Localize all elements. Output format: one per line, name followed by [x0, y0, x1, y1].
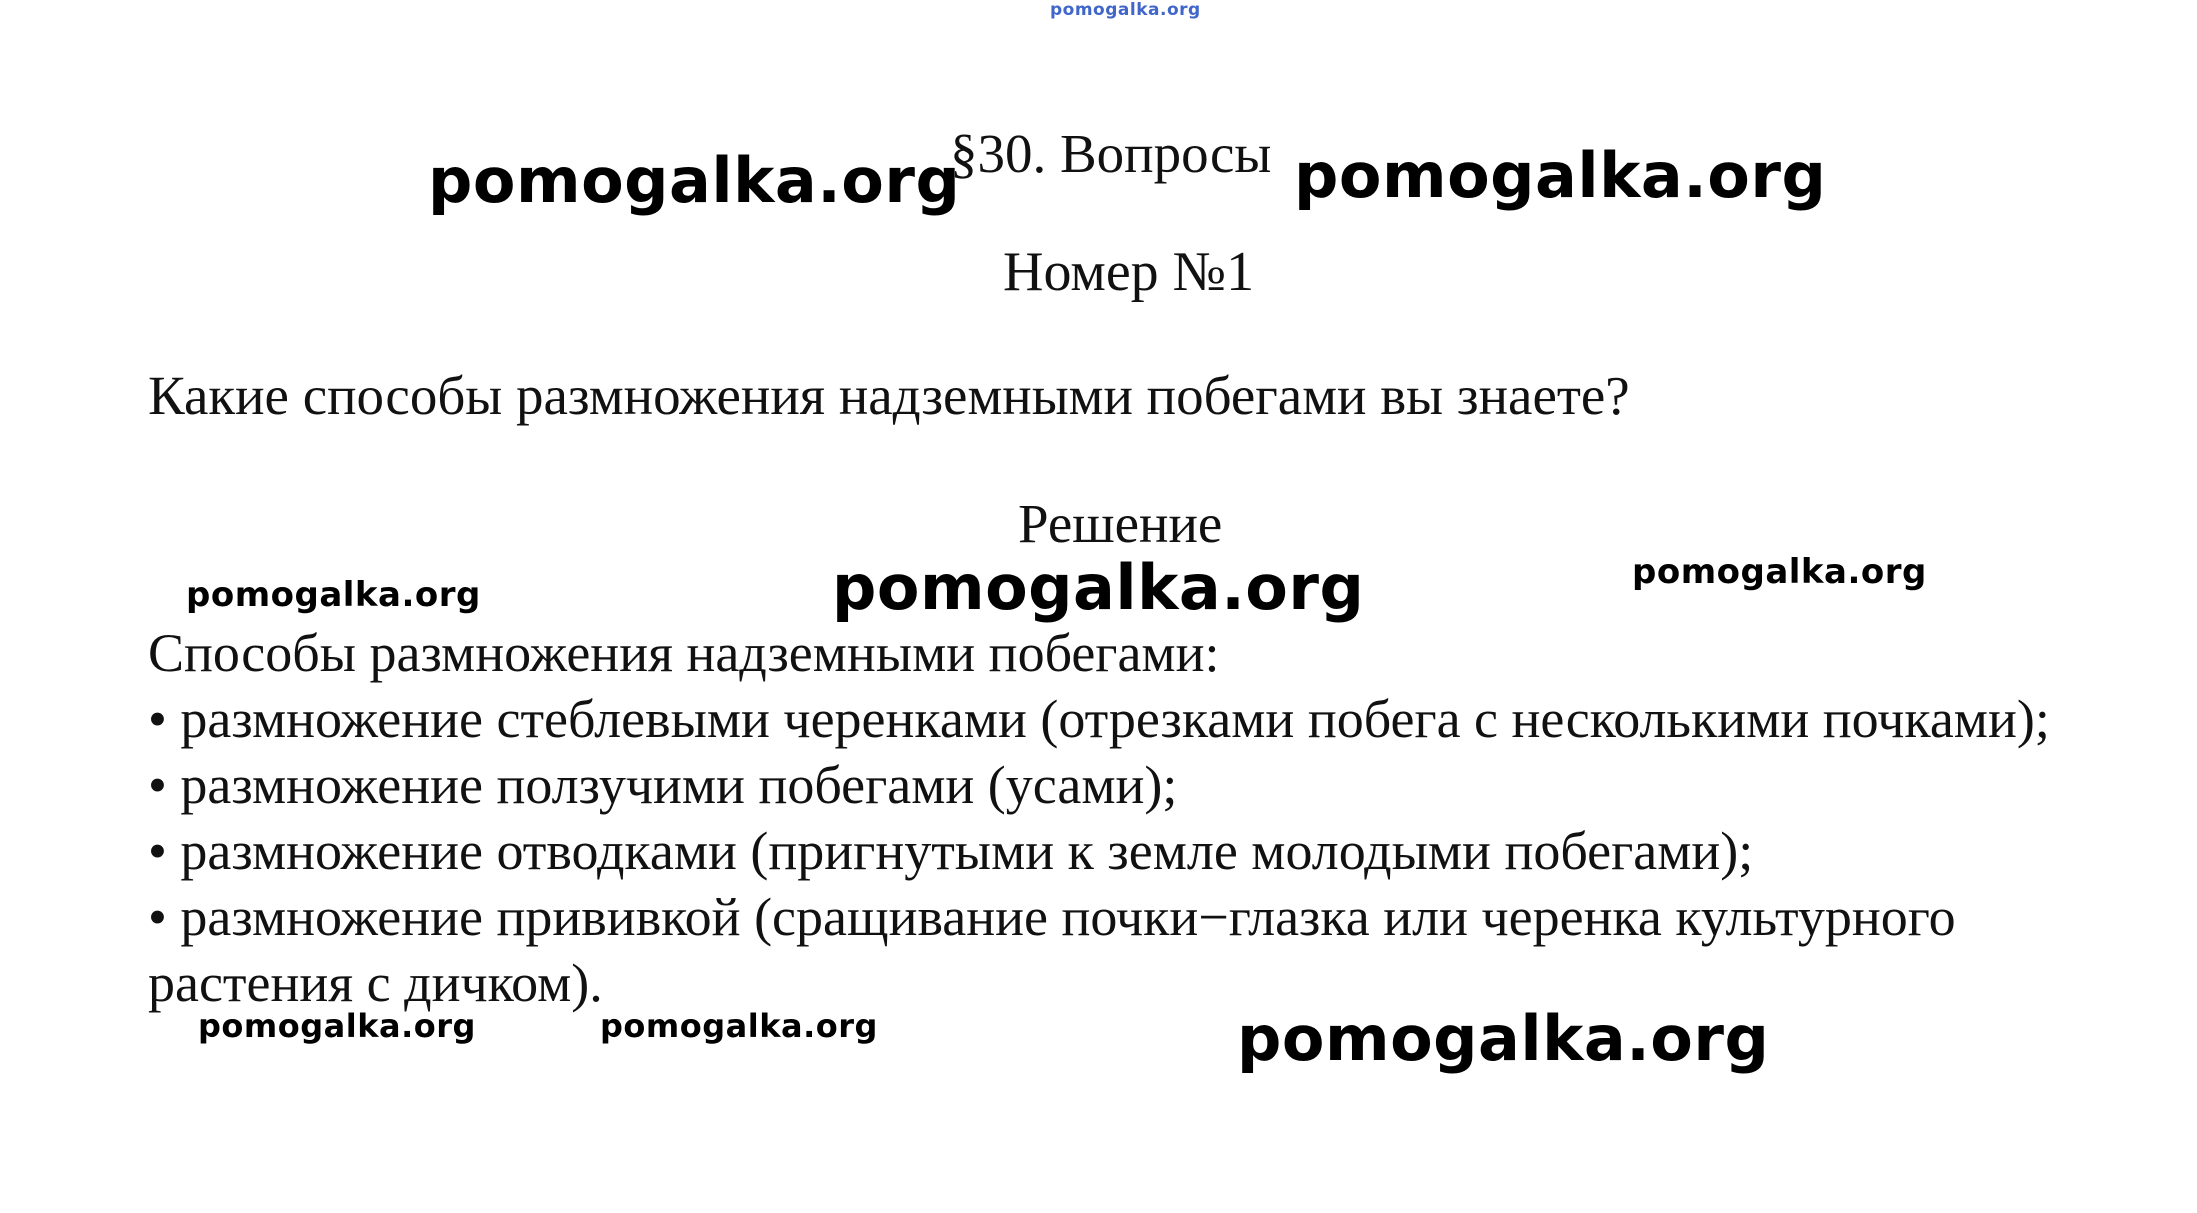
- question-text: Какие способы размножения надземными побегами вы знаете?: [148, 365, 1630, 426]
- watermark-low-right: pomogalka.org: [1237, 1002, 1770, 1075]
- watermark-low-center: pomogalka.org: [600, 1007, 878, 1045]
- answer-intro: Способы размножения надземными побегами:: [148, 623, 1220, 683]
- watermark-top: pomogalka.org: [1050, 0, 1201, 20]
- answer-item: • размножение ползучими побегами (усами);: [148, 755, 1178, 815]
- watermark-mid-right: pomogalka.org: [1632, 552, 1927, 592]
- answer-item: • размножение стеблевыми черенками (отрезками побега с несколькими почками);: [148, 689, 2050, 749]
- number-title: Номер №1: [1003, 241, 1255, 303]
- solution-title: Решение: [1018, 493, 1223, 554]
- watermark-mid-center: pomogalka.org: [832, 551, 1365, 624]
- section-title: §30. Вопросы: [950, 123, 1272, 184]
- answer-item: • размножение прививкой (сращивание почки−глазка или черенка культурного растения с дичком).: [148, 887, 1956, 1013]
- watermark-upper-left: pomogalka.org: [428, 144, 961, 217]
- answer-item: • размножение отводками (пригнутыми к земле молодыми побегами);: [148, 821, 1754, 881]
- watermark-low-left: pomogalka.org: [198, 1007, 476, 1045]
- watermark-mid-left: pomogalka.org: [186, 575, 481, 615]
- answer-block: [148, 620, 2098, 1016]
- watermark-upper-right: pomogalka.org: [1294, 139, 1827, 212]
